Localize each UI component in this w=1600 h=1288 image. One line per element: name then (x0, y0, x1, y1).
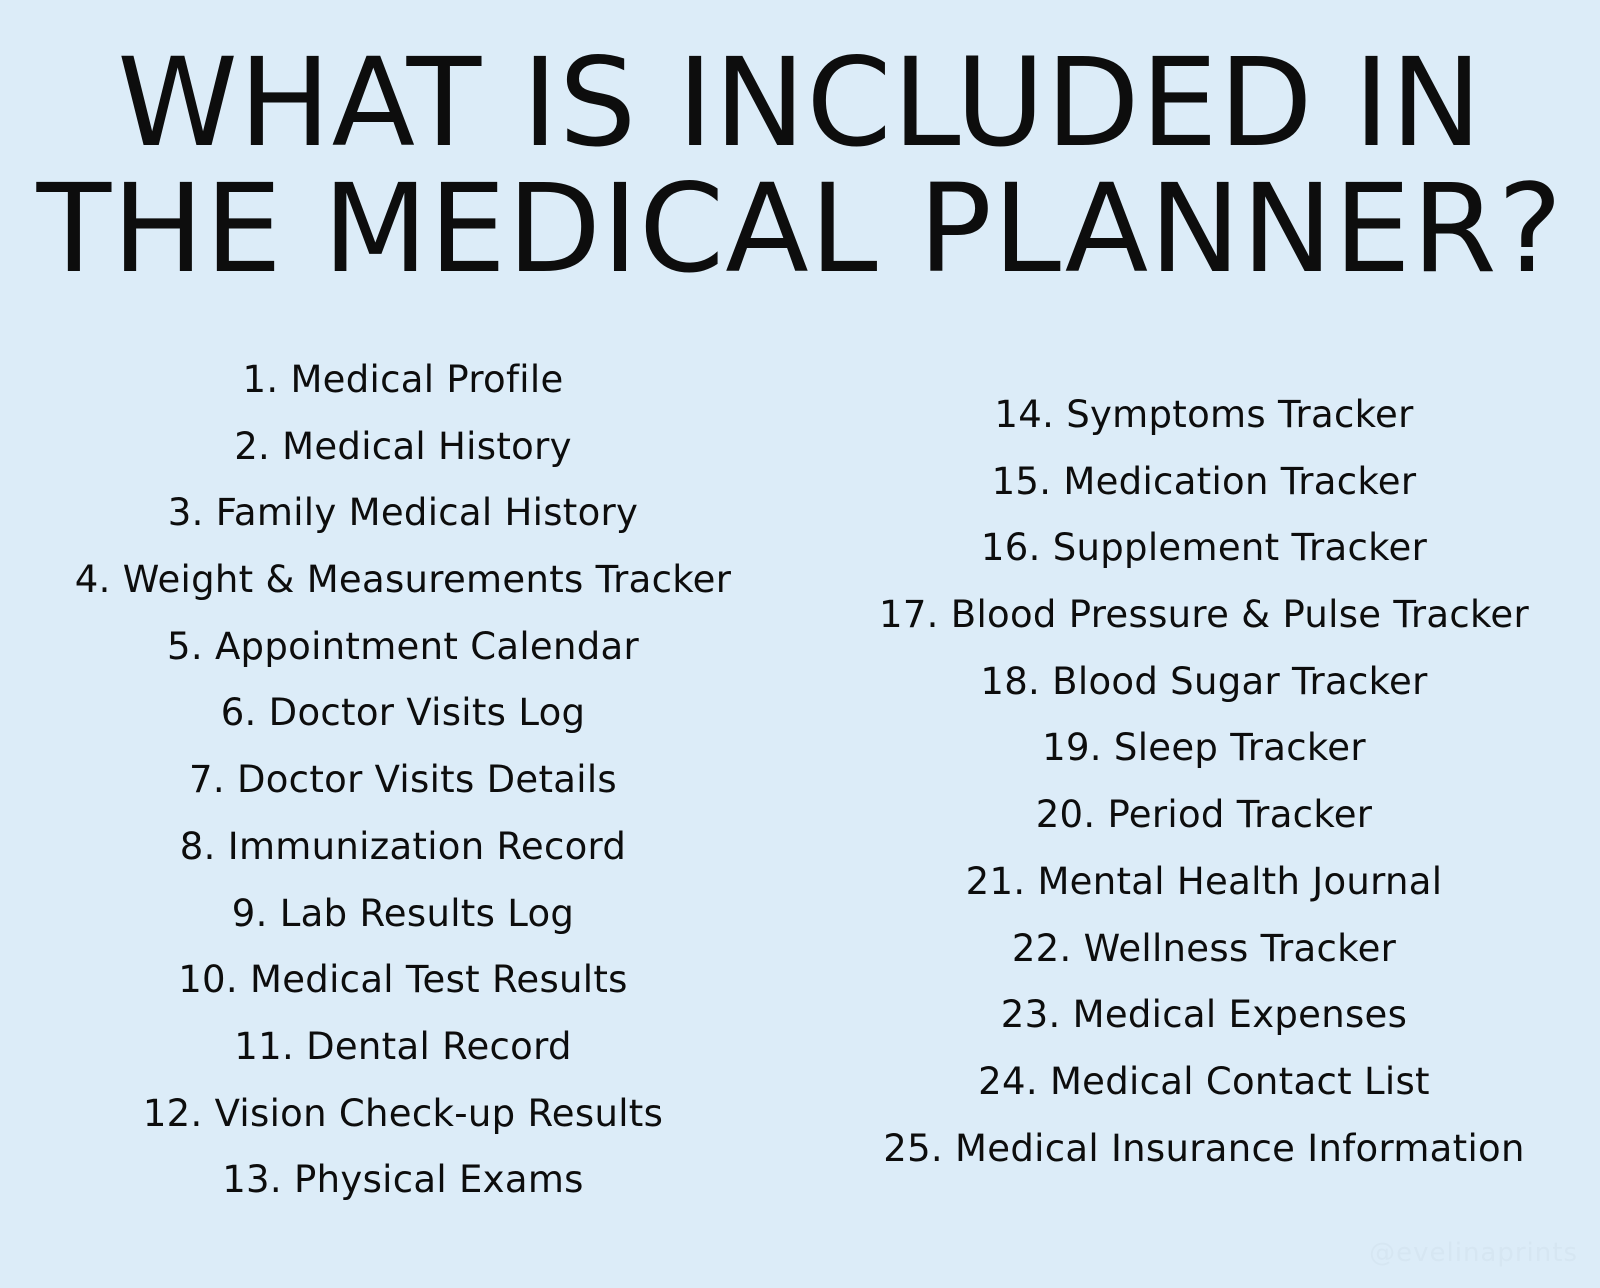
list-item: 7. Doctor Visits Details (188, 758, 617, 802)
title-line-1: WHAT IS INCLUDED IN (117, 32, 1483, 174)
page-title (0, 32, 1600, 300)
list-item: 22. Wellness Tracker (1011, 926, 1397, 970)
list-item: 12. Vision Check-up Results (142, 1091, 664, 1135)
list-item: 5. Appointment Calendar (166, 624, 640, 668)
watermark: @evelinaprints (1369, 1238, 1578, 1268)
list-item: 21. Mental Health Journal (965, 859, 1443, 903)
list-item: 24. Medical Contact List (978, 1059, 1430, 1103)
list-item: 18. Blood Sugar Tracker (980, 659, 1428, 703)
included-list-left (60, 347, 746, 1214)
list-item: 2. Medical History (234, 424, 572, 468)
list-item: 20. Period Tracker (1035, 793, 1373, 837)
list-item: 15. Medication Tracker (991, 459, 1417, 503)
list-item: 8. Immunization Record (179, 824, 627, 868)
list-item: 4. Weight & Measurements Tracker (74, 558, 732, 602)
list-item: 6. Doctor Visits Log (220, 691, 586, 735)
list-item: 14. Symptoms Tracker (994, 393, 1414, 436)
list-item: 1. Medical Profile (242, 358, 564, 401)
list-item: 9. Lab Results Log (231, 891, 575, 935)
list-item: 16. Supplement Tracker (980, 526, 1428, 570)
list-item: 19. Sleep Tracker (1042, 726, 1366, 770)
list-item: 25. Medical Insurance Information (883, 1126, 1525, 1170)
list-item: 17. Blood Pressure & Pulse Tracker (878, 593, 1530, 637)
list-item: 11. Dental Record (234, 1024, 572, 1068)
list-item: 23. Medical Expenses (1000, 993, 1408, 1037)
list-item: 3. Family Medical History (167, 491, 639, 535)
included-list-right (854, 382, 1554, 1182)
title-line-2: THE MEDICAL PLANNER? (36, 158, 1564, 300)
list-item: 10. Medical Test Results (178, 958, 628, 1002)
list-item: 13. Physical Exams (222, 1158, 584, 1202)
